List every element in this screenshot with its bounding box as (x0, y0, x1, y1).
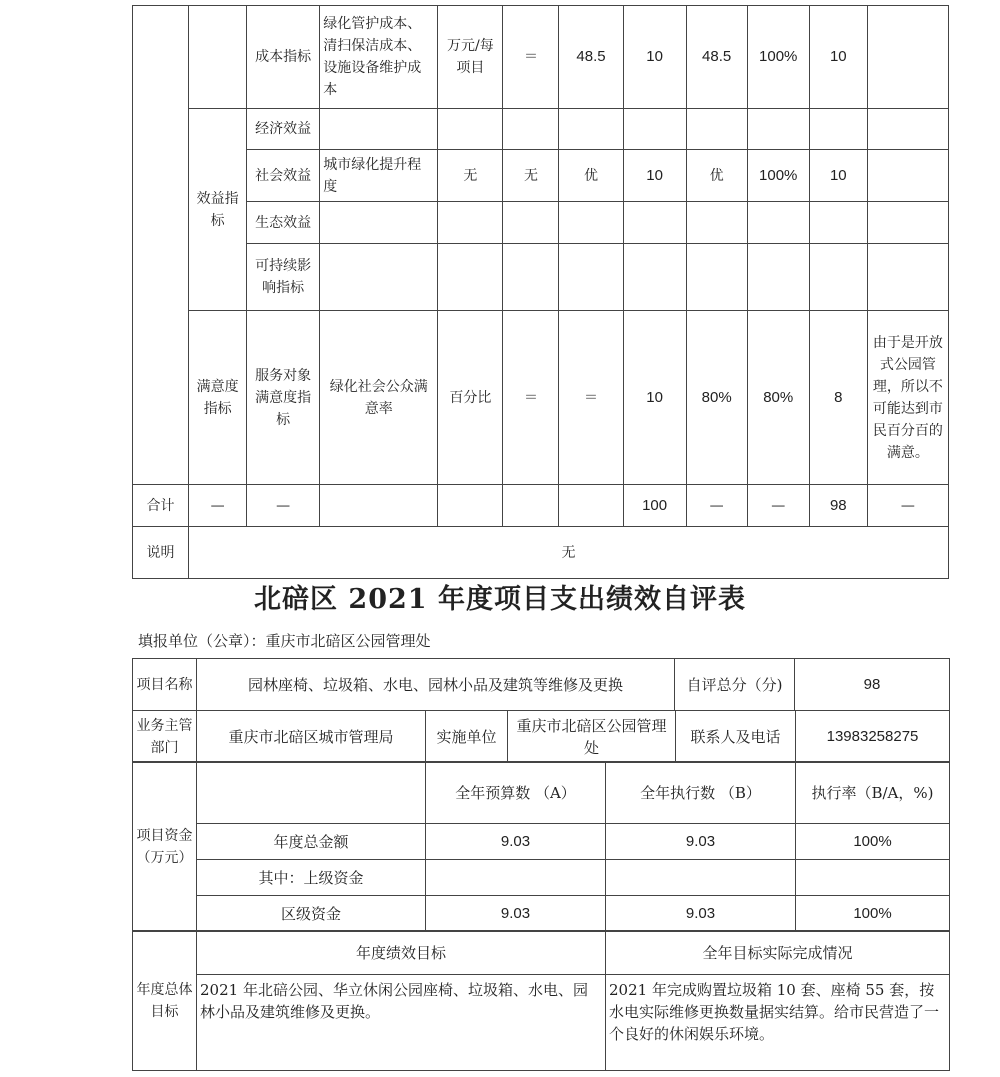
dept-value: 重庆市北碚区城市管理局 (197, 711, 426, 763)
cost-target: 48.5 (559, 6, 623, 109)
cost-op: ＝ (503, 6, 559, 109)
satisfaction-rate: 80% (747, 311, 809, 485)
satisfaction-op: ＝ (503, 311, 559, 485)
explain-label: 说明 (133, 527, 189, 579)
table-row (133, 109, 949, 150)
self-evaluation-table (132, 658, 950, 711)
impl-value: 重庆市北碚区公园管理处 (508, 711, 676, 763)
cost-score: 10 (809, 6, 867, 109)
benefit-label: 效益指标 (189, 109, 247, 311)
impl-label: 实施单位 (426, 711, 508, 763)
social-target: 优 (559, 150, 623, 202)
total-score: 98 (809, 485, 867, 527)
cost-rate: 100% (747, 6, 809, 109)
social-indicator: 城市绿化提升程度 (320, 150, 438, 202)
satisfaction-score: 8 (809, 311, 867, 485)
cost-note (867, 6, 948, 109)
sustainable-benefit: 可持续影响指标 (247, 244, 320, 311)
goal-label: 年度总体目标 (133, 931, 197, 1071)
social-op: 无 (503, 150, 559, 202)
social-unit: 无 (438, 150, 503, 202)
satisfaction-sub: 服务对象满意度指标 (247, 311, 320, 485)
table-row (133, 659, 950, 711)
goal-text: 2021 年北碚公园、华立休闲公园座椅、垃圾箱、水电、园林小品及建筑维修及更换。 (197, 975, 606, 1071)
satisfaction-target: ＝ (559, 311, 623, 485)
project-name-label: 项目名称 (133, 659, 197, 711)
economic-benefit: 经济效益 (247, 109, 320, 150)
social-rate: 100% (747, 150, 809, 202)
table-row (133, 244, 949, 311)
done-text: 2021 年完成购置垃圾箱 10 套、座椅 55 套，按水电实际维修更换数量据实结算。给市民营造了一个良好的休闲娱乐环境。 (606, 975, 950, 1071)
table-row (133, 762, 950, 824)
cost-unit: 万元/每项目 (438, 6, 503, 109)
total-row: 合计 — — 100 — — 98 — (133, 485, 949, 527)
social-weight: 10 (623, 150, 686, 202)
explain-value: 无 (189, 527, 949, 579)
goal-table (132, 930, 950, 1071)
table-row (133, 931, 950, 975)
contact-value: 13983258275 (796, 711, 950, 763)
total-label: 合计 (133, 485, 189, 527)
satisfaction-unit: 百分比 (438, 311, 503, 485)
self-score-label: 自评总分（分) (675, 659, 795, 711)
project-name: 园林座椅、垃圾箱、水电、园林小品及建筑等维修及更换 (197, 659, 675, 711)
col-exec: 全年执行数 （B） (606, 762, 796, 824)
table-row (133, 150, 949, 202)
output-subcell (189, 6, 247, 109)
table-row (133, 711, 950, 763)
table-row: 其中：上级资金 (133, 860, 950, 896)
social-actual: 优 (686, 150, 747, 202)
col-rate: 执行率（B/A，%) (796, 762, 950, 824)
table-row (133, 975, 950, 1071)
ecological-benefit: 生态效益 (247, 202, 320, 244)
filler-unit: 填报单位（公章）：重庆市北碚区公园管理处 (138, 632, 431, 650)
funds-table (132, 761, 950, 932)
cost-actual: 48.5 (686, 6, 747, 109)
explain-row (133, 527, 949, 579)
table-row: 年度总金额 9.03 9.03 100% (133, 824, 950, 860)
done-head: 全年目标实际完成情况 (606, 931, 950, 975)
col-budget: 全年预算数 （A） (426, 762, 606, 824)
self-score: 98 (795, 659, 950, 711)
contact-label: 联系人及电话 (676, 711, 796, 763)
social-benefit: 社会效益 (247, 150, 320, 202)
satisfaction-weight: 10 (623, 311, 686, 485)
page-title: 北碚区 2021 年度项目支出绩效自评表 (254, 584, 746, 615)
cost-category: 成本指标 (247, 6, 320, 109)
total-weight: 100 (623, 485, 686, 527)
output-cell (133, 6, 189, 485)
cost-weight: 10 (623, 6, 686, 109)
table-row (133, 6, 949, 109)
table-row (133, 202, 949, 244)
table-row (133, 311, 949, 485)
satisfaction-note: 由于是开放式公园管理，所以不可能达到市民百分百的满意。 (867, 311, 948, 485)
satisfaction-indicator: 绿化社会公众满意率 (320, 311, 438, 485)
satisfaction-label: 满意度指标 (189, 311, 247, 485)
funds-label: 项目资金（万元） (133, 762, 197, 932)
cost-indicator: 绿化管护成本、清扫保洁成本、设施设备维护成本 (320, 6, 438, 109)
social-score: 10 (809, 150, 867, 202)
self-evaluation-table-body (132, 710, 950, 763)
indicator-table (132, 5, 949, 579)
satisfaction-actual: 80% (686, 311, 747, 485)
goal-head: 年度绩效目标 (197, 931, 606, 975)
dept-label: 业务主管部门 (133, 711, 197, 763)
table-row: 区级资金 9.03 9.03 100% (133, 896, 950, 932)
